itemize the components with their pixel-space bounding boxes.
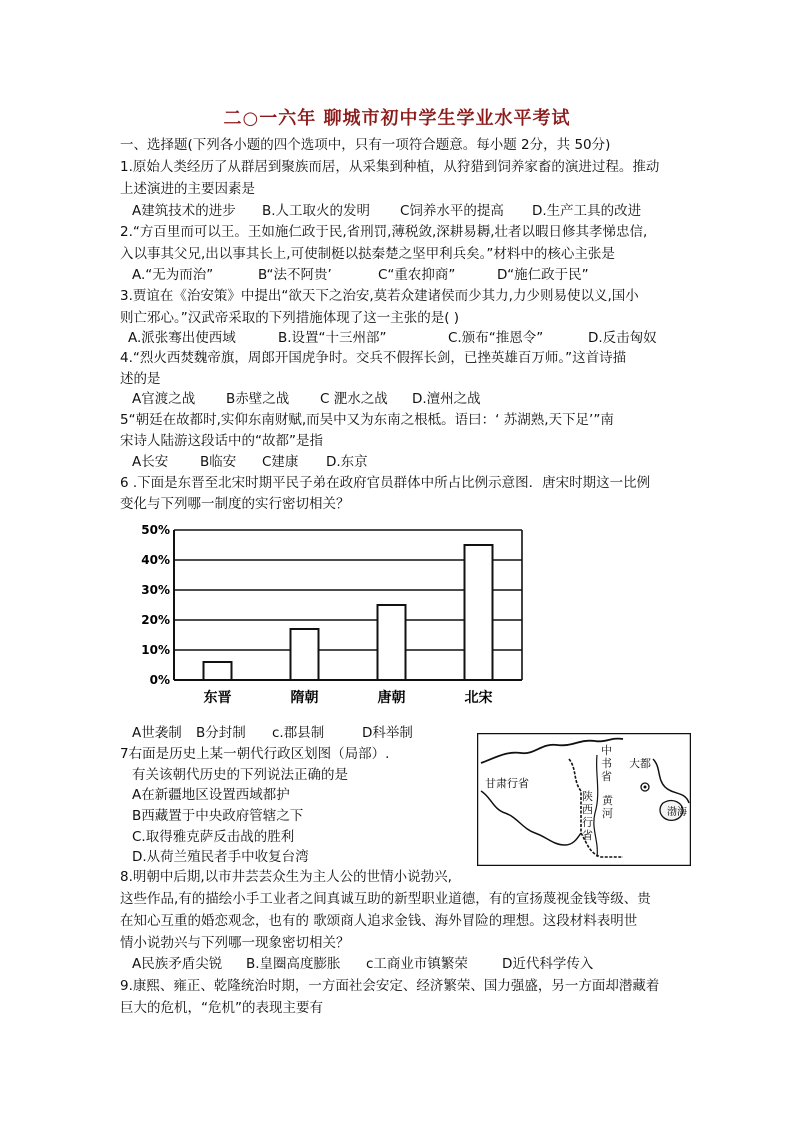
- q4-option-b: B赤壁之战: [226, 391, 290, 407]
- q5-line2: 宋诗人陆游这段话中的“故都”是指: [120, 433, 323, 449]
- page-title: 二○一六年 聊城市初中学生学业水平考试: [223, 108, 571, 129]
- q6-option-a: A世袭制: [132, 725, 182, 741]
- q3-option-b: B.设置“十三州部”: [278, 330, 387, 346]
- label-dadu: 大都: [629, 757, 651, 770]
- y-tick-label: 20%: [141, 613, 170, 627]
- q8-option-c: c工商业市镇繁荣: [366, 956, 468, 972]
- q6-line1: 6 .下面是东晋至北宋时期平民子弟在政府官员群体中所占比例示意图．唐宋时期这一比例: [120, 475, 651, 491]
- q7-option-c: C.取得雅克萨反击战的胜利: [132, 829, 295, 845]
- q8-line2: 这些作品,有的描绘小手工业者之间真诚互助的新型职业道德，有的宣扬蔑视金钱等级、贵: [120, 891, 651, 907]
- q5-option-c: C建康: [262, 454, 299, 470]
- q1-line1: 1.原始人类经历了从群居到聚族而居，从采集到种植，从狩猎到饲养家畜的演进过程。推动: [120, 159, 660, 175]
- q4-option-d: D.澶州之战: [412, 391, 481, 407]
- q8-option-d: D近代科学传入: [502, 956, 594, 972]
- q8-line1: 8.明朝中后期,以市井芸芸众生为主人公的世情小说勃兴,: [120, 869, 452, 885]
- q5-option-a: A长安: [132, 454, 169, 470]
- q7-line2: 有关该朝代历史的下列说法正确的是: [132, 767, 348, 783]
- q9-line2: 巨大的危机，“危机”的表现主要有: [120, 1000, 323, 1016]
- bar-3: [465, 545, 493, 680]
- bar-1: [291, 629, 319, 680]
- q2-option-d: D“施仁政于民”: [497, 267, 589, 283]
- q4-line1: 4.“烈火西焚魏帝旗，周郎开国虎争时。交兵不假挥长剑，已挫英雄百万师。”这首诗描: [120, 350, 627, 366]
- q4-option-a: A官渡之战: [132, 391, 196, 407]
- q7-line1: 7右面是历史上某一朝代行政区划图（局部）.: [120, 746, 390, 762]
- label-river: 黄 河: [602, 794, 613, 820]
- y-tick-label: 30%: [141, 583, 170, 597]
- q2-option-c: C“重农抑商”: [378, 267, 456, 283]
- x-tick-label: 隋朝: [290, 690, 319, 706]
- q6-line2: 变化与下列哪一制度的实行密切相关？: [120, 496, 350, 512]
- q2-option-b: B“法不阿贵’: [258, 267, 332, 283]
- q1-option-c: C饲养水平的提高: [400, 203, 504, 219]
- q5-option-b: B临安: [200, 454, 237, 470]
- q3-option-a: A.派张骞出使西域: [128, 330, 236, 346]
- q6-option-d: D科举制: [362, 725, 413, 741]
- q3-line2: 则亡邪心。”汉武帝采取的下列措施体现了这一主张的是( ): [120, 310, 460, 326]
- q1-line2: 上述演进的主要因素是: [120, 181, 255, 197]
- q2-option-a: A.“无为而治”: [132, 267, 214, 283]
- q9-line1: 9.康熙、雍正、乾隆统治时期，一方面社会安定、经济繁荣、国力强盛，另一方面却潜藏着: [120, 978, 660, 994]
- bar-0: [204, 662, 232, 680]
- q2-line2: 入以事其父兄,出以事其长上,可使制梃以挞秦楚之坚甲利兵矣。”材料中的核心主张是: [120, 246, 615, 262]
- q1-option-b: B.人工取火的发明: [262, 203, 371, 219]
- bar-chart: [130, 520, 532, 720]
- q1-option-d: D.生产工具的改进: [532, 203, 642, 219]
- q7-option-b: B西藏置于中央政府管辖之下: [132, 808, 304, 824]
- y-tick-label: 50%: [141, 523, 170, 537]
- label-bohai: 渤海: [667, 807, 687, 818]
- bar-2: [378, 605, 406, 680]
- q3-line1: 3.贾谊在《治安策》中提出“欲天下之治安,莫若众建诸侯而少其力,力少则易使以义,国小: [120, 288, 639, 304]
- q4-line2: 述的是: [120, 371, 161, 387]
- y-tick-label: 40%: [141, 553, 170, 567]
- q8-line3: 在知心互重的婚恋观念，也有的 歌颂商人追求金钱、海外冒险的理想。这段材料表明世: [120, 913, 638, 929]
- q8-option-b: B.皇圈高度膨胀: [246, 956, 341, 972]
- x-tick-label: 北宋: [464, 690, 493, 706]
- label-gansu: 甘肃行省: [485, 777, 529, 790]
- q1-option-a: A建筑技术的进步: [132, 203, 236, 219]
- section-heading: 一、选择题(下列各小题的四个选项中，只有一项符合题意。每小题 2分，共 50分): [120, 137, 611, 153]
- label-shaanxi: 陕 西 行 省: [582, 790, 593, 842]
- q6-option-c: c.郡县制: [272, 725, 325, 741]
- q5-option-d: D.东京: [326, 454, 368, 470]
- q5-line1: 5“朝廷在故都时,实仰东南财赋,而吴中又为东南之根柢。语曰：‘ 苏湖熟,天下足’”南: [120, 412, 614, 428]
- q3-option-c: C.颁布“推恩令”: [448, 330, 544, 346]
- q8-line4: 情小说勃兴与下列哪一现象密切相关？: [120, 935, 350, 951]
- q3-option-d: D.反击匈奴: [588, 330, 657, 346]
- y-tick-label: 10%: [141, 643, 170, 657]
- q8-option-a: A民族矛盾尖锐: [132, 956, 223, 972]
- q7-option-d: D.从荷兰殖民者手中收复台湾: [132, 849, 309, 865]
- y-tick-label: 0%: [149, 673, 170, 687]
- q2-line1: 2.“方百里而可以王。王如施仁政于民,省刑罚,薄税敛,深耕易耨,壮者以暇日修其孝悌忠信,: [120, 224, 648, 240]
- q6-option-b: B分封制: [196, 725, 246, 741]
- q7-option-a: A在新疆地区设置西域都护: [132, 787, 290, 803]
- x-tick-label: 唐朝: [377, 690, 406, 706]
- q4-option-c: C 淝水之战: [320, 391, 388, 407]
- x-tick-label: 东晋: [203, 690, 232, 706]
- label-zhongshu: 中 书 省: [601, 744, 612, 783]
